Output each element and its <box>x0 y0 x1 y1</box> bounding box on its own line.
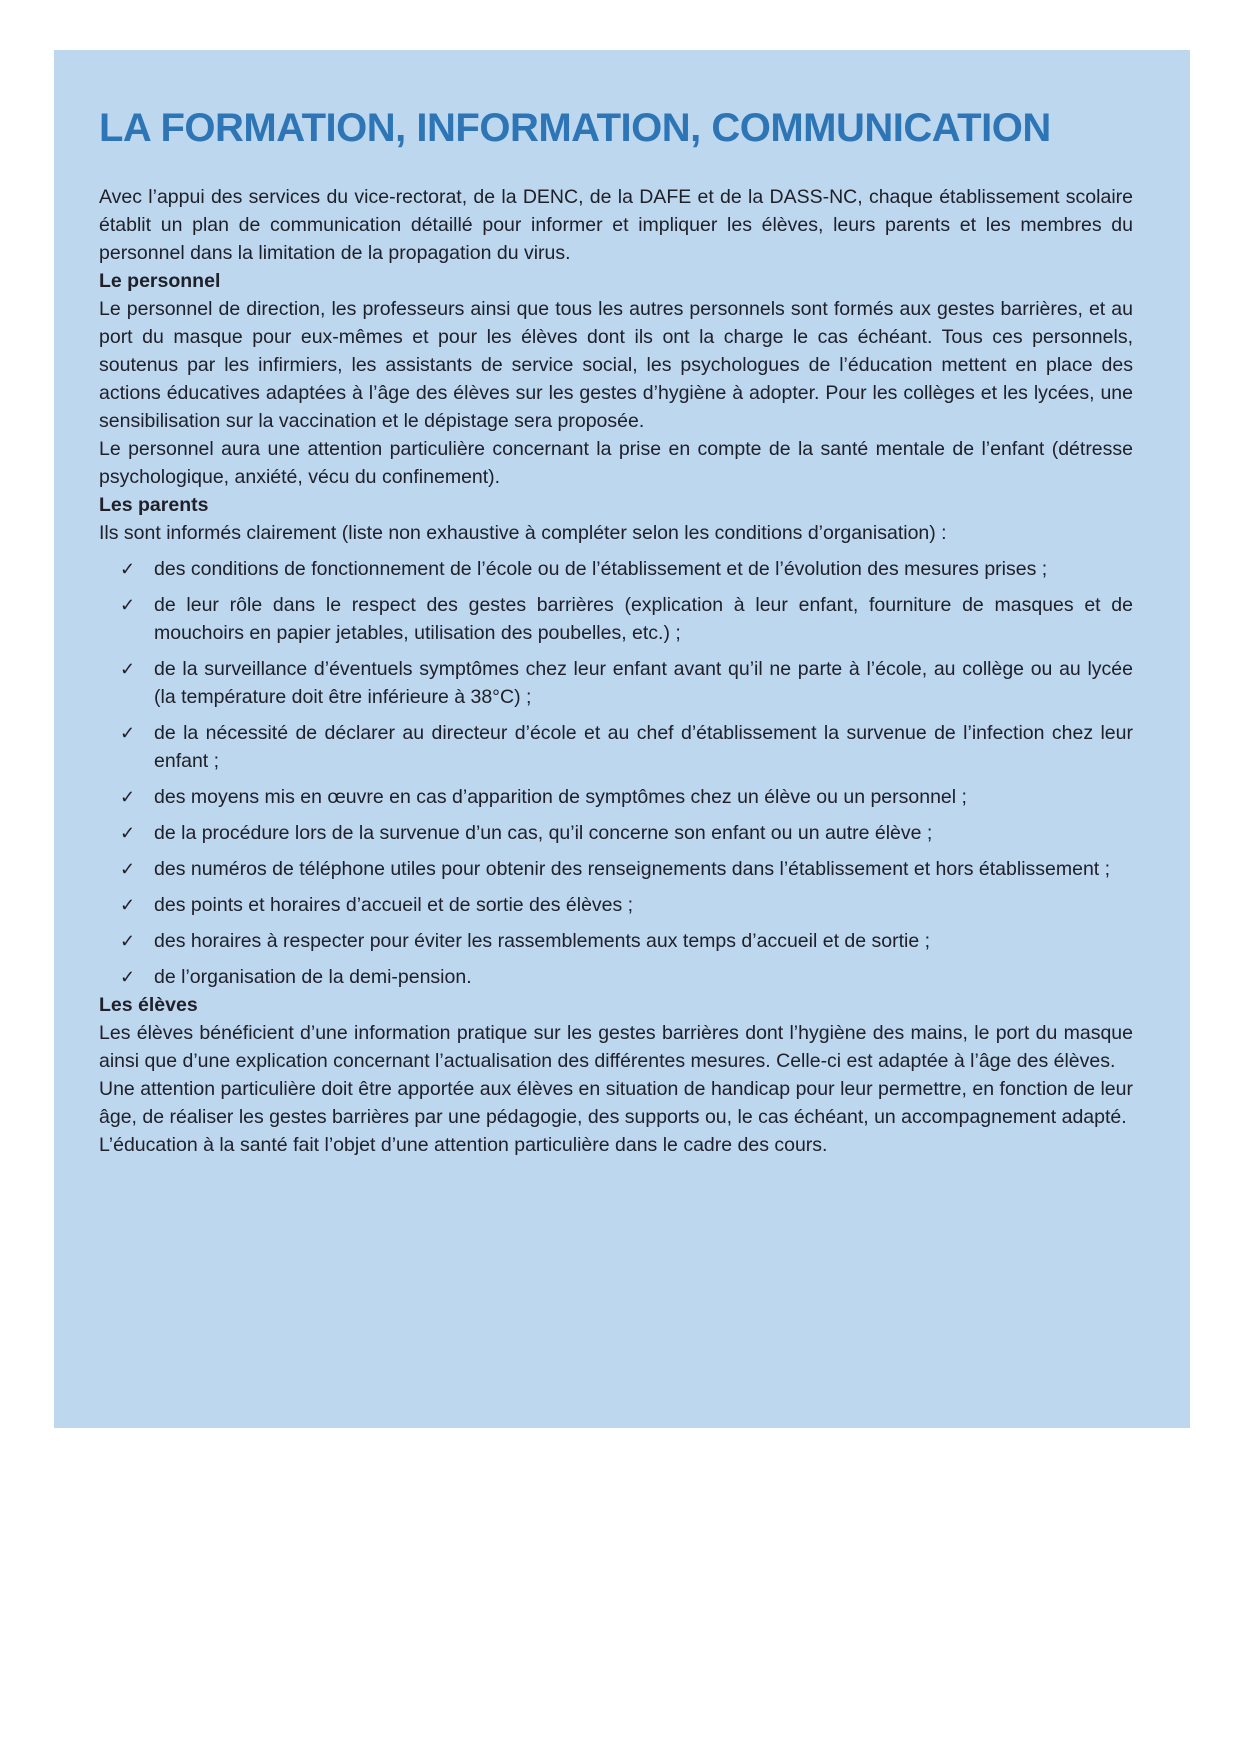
personnel-paragraph-2: Le personnel aura une attention particulière concernant la prise en compte de la santé mentale de l’enfant (détresse psychologique, anxiété, vécu du confinement). <box>99 438 1133 488</box>
section-heading-parents: Les parents <box>99 494 209 516</box>
checklist-item <box>99 783 1133 811</box>
checklist-item-text: de la nécessité de déclarer au directeur d’école et au chef d’établissement la survenue de l’infection chez leur enfant ; <box>154 722 1133 772</box>
parents-checklist <box>99 555 1133 991</box>
checkmark-icon: ✓ <box>120 823 136 843</box>
checklist-item-text: des moyens mis en œuvre en cas d’apparition de symptômes chez un élève ou un personnel ; <box>154 786 967 808</box>
checklist-item-text: de leur rôle dans le respect des gestes barrières (explication à leur enfant, fourniture de masques et de mouchoirs en papier jetables, utilisation des poubelles, etc.) ; <box>154 594 1133 644</box>
checkmark-icon: ✓ <box>120 967 136 987</box>
checkmark-icon: ✓ <box>120 931 136 951</box>
checklist-item <box>99 963 1133 991</box>
checklist-item-text: des conditions de fonctionnement de l’école ou de l’établissement et de l’évolution des mesures prises ; <box>154 558 1048 580</box>
checklist-item <box>99 819 1133 847</box>
checklist-item <box>99 591 1133 647</box>
checkmark-icon: ✓ <box>120 859 136 879</box>
eleves-paragraph-1: Les élèves bénéficient d’une information pratique sur les gestes barrières dont l’hygiène des mains, le port du masque ainsi que d’une explication concernant l’actualisation des différentes mesures. Celle-ci est adaptée à l’âge des élèves. <box>99 1022 1133 1072</box>
parents-lead-paragraph: Ils sont informés clairement (liste non exhaustive à compléter selon les conditions d’organisation) : <box>99 522 947 544</box>
checkmark-icon: ✓ <box>120 723 136 743</box>
checklist-item <box>99 655 1133 711</box>
section-heading-eleves: Les élèves <box>99 994 198 1016</box>
section-heading-personnel: Le personnel <box>99 270 221 292</box>
checkmark-icon: ✓ <box>120 595 136 615</box>
checklist-item-text: des horaires à respecter pour éviter les rassemblements aux temps d’accueil et de sortie ; <box>154 930 931 952</box>
content-panel <box>54 50 1190 1428</box>
checklist-item-text: de l’organisation de la demi-pension. <box>154 966 472 988</box>
checklist-item-text: de la procédure lors de la survenue d’un cas, qu’il concerne son enfant ou un autre élève ; <box>154 822 933 844</box>
personnel-paragraph-1: Le personnel de direction, les professeurs ainsi que tous les autres personnels sont formés aux gestes barrières, et au port du masque pour eux-mêmes et pour les élèves dont ils ont la charge le cas échéant. Tous ces personnels, soutenus par les infirmiers, les assistants de service social, les psychologues de l’éducation mettent en place des actions éducatives adaptées à l’âge des élèves sur les gestes d’hygiène à adopter. Pour les collèges et les lycées, une sensibilisation sur la vaccination et le dépistage sera proposée. <box>99 298 1133 432</box>
checklist-item <box>99 555 1133 583</box>
checkmark-icon: ✓ <box>120 659 136 679</box>
eleves-paragraph-3: L’éducation à la santé fait l’objet d’une attention particulière dans le cadre des cours. <box>99 1134 828 1156</box>
page-title: LA FORMATION, INFORMATION, COMMUNICATION <box>99 106 1051 150</box>
checklist-item <box>99 891 1133 919</box>
checklist-item <box>99 855 1133 883</box>
intro-paragraph: Avec l’appui des services du vice-rectorat, de la DENC, de la DAFE et de la DASS-NC, chaque établissement scolaire établit un plan de communication détaillé pour informer et impliquer les élèves, leurs parents et les membres du personnel dans la limitation de la propagation du virus. <box>99 186 1133 264</box>
checkmark-icon: ✓ <box>120 787 136 807</box>
checklist-item-text: des points et horaires d’accueil et de sortie des élèves ; <box>154 894 634 916</box>
checklist-item <box>99 927 1133 955</box>
checkmark-icon: ✓ <box>120 559 136 579</box>
checkmark-icon: ✓ <box>120 895 136 915</box>
eleves-paragraph-2: Une attention particulière doit être apportée aux élèves en situation de handicap pour leur permettre, en fonction de leur âge, de réaliser les gestes barrières par une pédagogie, des supports ou, le cas échéant, un accompagnement adapté. <box>99 1078 1133 1128</box>
checklist-item-text: de la surveillance d’éventuels symptômes chez leur enfant avant qu’il ne parte à l’école, au collège ou au lycée (la température doit être inférieure à 38°C) ; <box>154 658 1133 708</box>
checklist-item-text: des numéros de téléphone utiles pour obtenir des renseignements dans l’établissement et hors établissement ; <box>154 858 1111 880</box>
checklist-item <box>99 719 1133 775</box>
